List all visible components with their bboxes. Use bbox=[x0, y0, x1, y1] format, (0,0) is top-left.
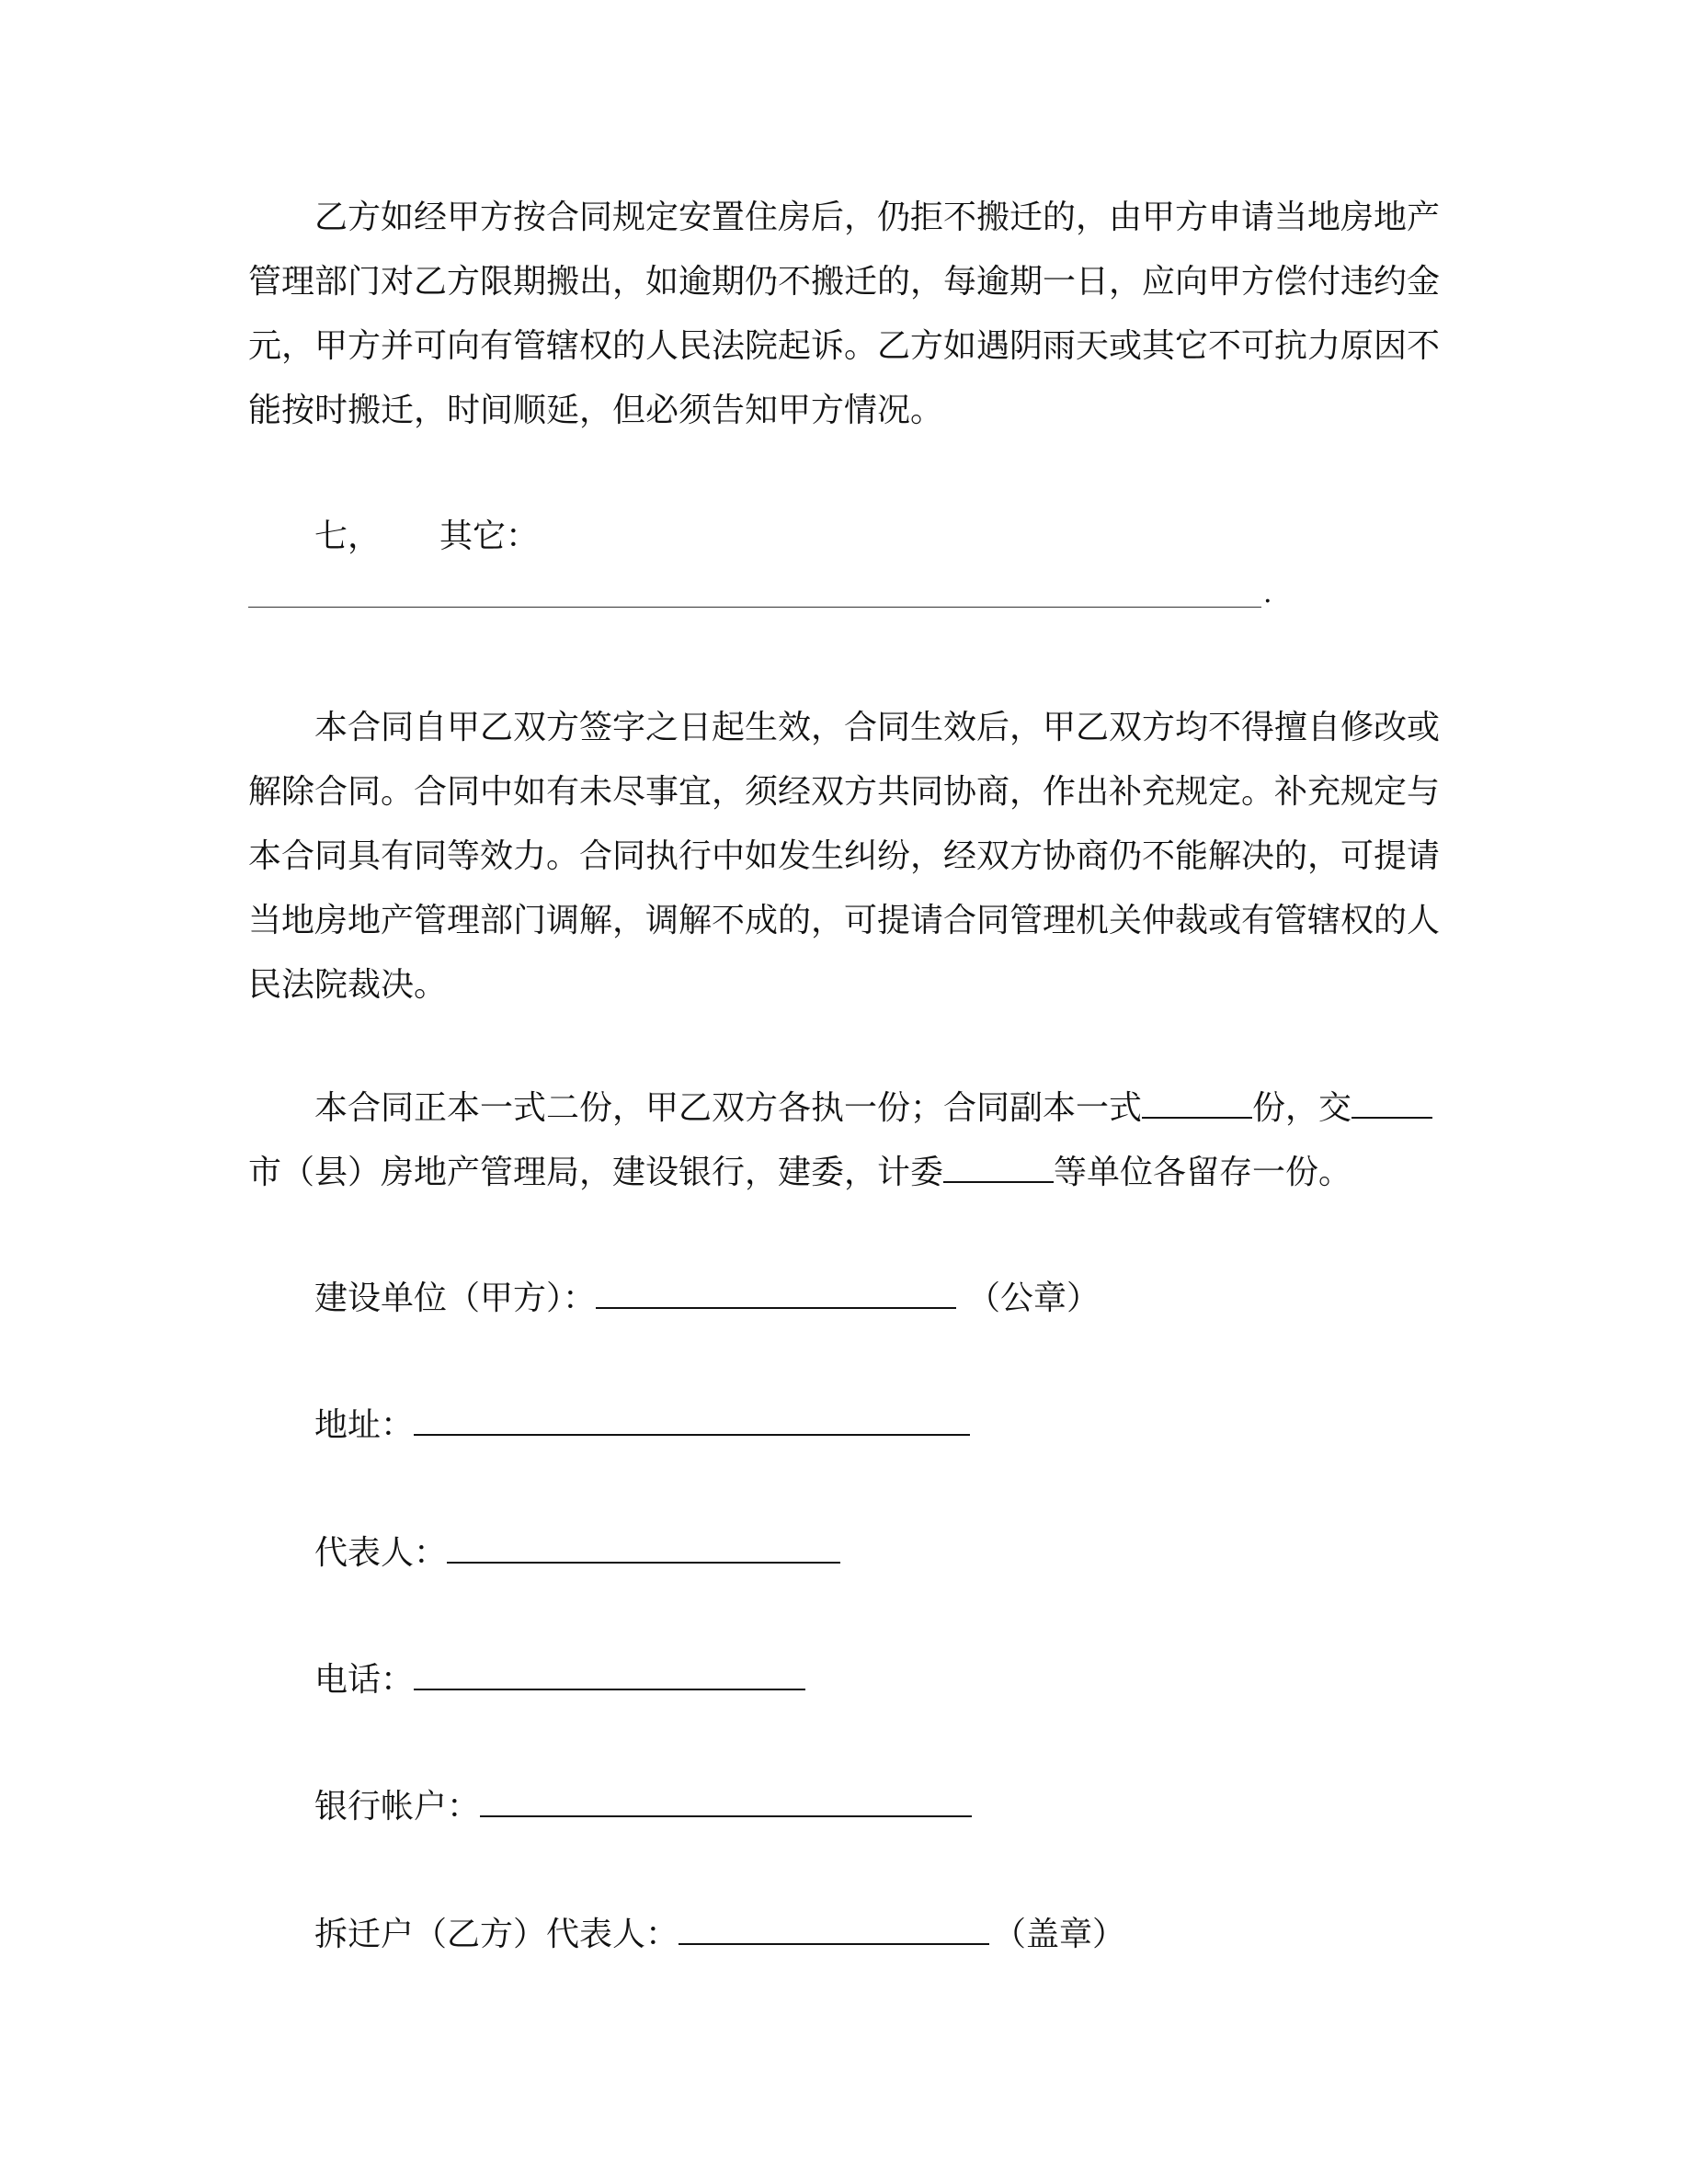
bank-account-field bbox=[314, 1775, 972, 1839]
effect-paragraph bbox=[248, 696, 1441, 1018]
field-suffix: （盖章） bbox=[993, 1916, 1126, 1953]
text-line: 当地房地产管理部门调解，调解不成的，可提请合同管理机关仲裁或有管辖权的人 bbox=[248, 902, 1441, 939]
text-line: 元，甲方并可向有管辖权的人民法院起诉。乙方如遇阴雨天或其它不可抗力原因不 bbox=[248, 327, 1441, 365]
representative-blank bbox=[447, 1530, 840, 1564]
text-line: 本合同具有同等效力。合同执行中如发生纠纷，经双方协商仍不能解决的，可提请 bbox=[248, 837, 1441, 875]
text-line: 解除合同。合同中如有未尽事宜，须经双方共同协商，作出补充规定。补充规定与 bbox=[248, 773, 1441, 811]
field-label: 拆迁户（乙方）代表人： bbox=[314, 1916, 679, 1953]
representative-field bbox=[314, 1521, 840, 1586]
bank-account-blank bbox=[480, 1784, 972, 1817]
party-a-blank bbox=[596, 1276, 956, 1309]
text-line: 民法院裁决。 bbox=[248, 966, 448, 1004]
address-blank bbox=[414, 1403, 970, 1436]
field-label: 银行帐户： bbox=[314, 1788, 481, 1826]
section-number: 七， bbox=[314, 518, 382, 555]
phone-field bbox=[314, 1648, 805, 1712]
text-line: 乙方如经甲方按合同规定安置住房后，仍拒不搬迁的，由甲方申请当地房地产 bbox=[314, 199, 1441, 236]
text-segment: 本合同正本一式二份，甲乙双方各执一份；合同副本一式 bbox=[314, 1089, 1143, 1127]
planning-committee-blank bbox=[943, 1150, 1054, 1183]
field-label: 代表人： bbox=[314, 1534, 448, 1572]
penalty-paragraph bbox=[248, 186, 1441, 443]
party-b-blank bbox=[679, 1912, 989, 1945]
text-segment: 等单位各留存一份。 bbox=[1054, 1154, 1352, 1191]
party-b-field bbox=[314, 1903, 1125, 1967]
city-blank bbox=[1352, 1086, 1432, 1119]
section-title: 其它： bbox=[439, 518, 540, 555]
phone-blank bbox=[414, 1657, 805, 1690]
field-label: 建设单位（甲方）： bbox=[314, 1280, 597, 1317]
field-label: 电话： bbox=[314, 1661, 415, 1699]
text-segment: 份，交 bbox=[1252, 1089, 1352, 1127]
field-label: 地址： bbox=[314, 1406, 415, 1444]
party-a-field bbox=[314, 1267, 1100, 1331]
copies-count-blank bbox=[1142, 1086, 1252, 1119]
other-terms-blank-line bbox=[248, 607, 1261, 608]
field-suffix: （公章） bbox=[967, 1280, 1101, 1317]
section-other-heading bbox=[314, 505, 539, 569]
text-line: 本合同自甲乙双方签字之日起生效，合同生效后，甲乙双方均不得擅自修改或 bbox=[314, 709, 1441, 746]
end-mark: . bbox=[1263, 577, 1272, 609]
address-field bbox=[314, 1393, 970, 1458]
text-line: 能按时搬迁，时间顺延，但必须告知甲方情况。 bbox=[248, 392, 944, 429]
text-line: 管理部门对乙方限期搬出，如逾期仍不搬迁的，每逾期一日，应向甲方偿付违约金 bbox=[248, 263, 1441, 301]
text-segment: 市（县）房地产管理局，建设银行，建委，计委 bbox=[248, 1154, 944, 1191]
copies-paragraph bbox=[248, 1076, 1423, 1205]
